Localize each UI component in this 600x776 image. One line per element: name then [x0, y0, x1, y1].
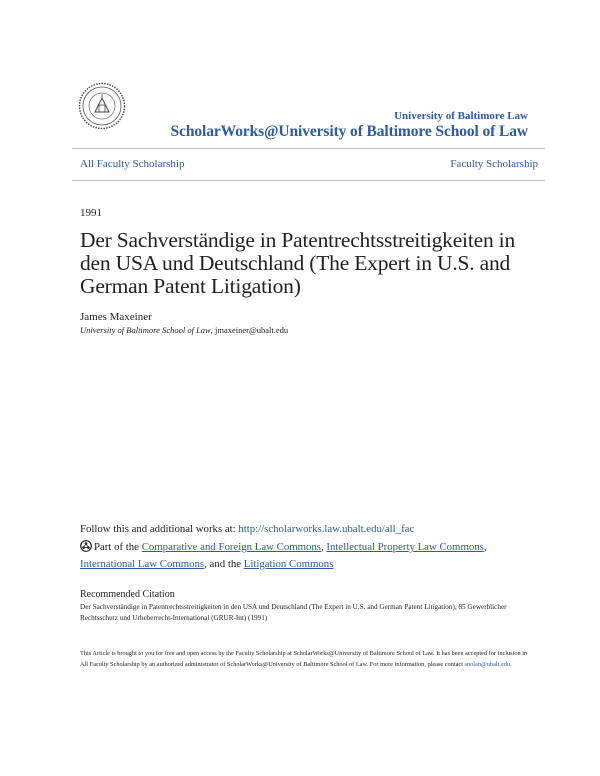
university-seal-icon [78, 82, 126, 130]
top-divider [72, 148, 545, 149]
part-of-prefix: Part of the [94, 541, 139, 553]
access-notice [80, 648, 530, 670]
commons-link-litigation[interactable]: Litigation Commons [243, 558, 334, 570]
network-icon [80, 540, 92, 557]
institution-header [171, 110, 528, 142]
author-affiliation: University of Baltimore School of Law, jmaxeiner@ubalt.edu [80, 325, 289, 335]
contact-email-link[interactable]: snolan@ubalt.edu [464, 661, 511, 668]
author-email: jmaxeiner@ubalt.edu [214, 325, 289, 335]
commons-link-comparative[interactable]: Comparative and Foreign Law Commons [141, 541, 322, 553]
separator: , [321, 541, 324, 553]
affiliation-text: University of Baltimore School of Law [80, 325, 211, 335]
nav-all-faculty-scholarship[interactable]: All Faculty Scholarship [80, 158, 185, 170]
commons-link-ip[interactable]: Intellectual Property Law Commons [326, 541, 484, 553]
nav-faculty-scholarship[interactable]: Faculty Scholarship [450, 158, 538, 170]
recommended-citation-heading: Recommended Citation [80, 589, 175, 600]
scholarworks-link[interactable]: ScholarWorks@University of Baltimore School of Law [170, 123, 528, 140]
notice-end: . [510, 661, 512, 668]
and-the: , and the [204, 558, 242, 570]
bottom-divider [72, 180, 545, 181]
follow-label: Follow this and additional works at: [80, 523, 236, 535]
publication-year: 1991 [80, 207, 102, 219]
separator: , [483, 541, 487, 553]
recommended-citation-text: Der Sachverständige in Patentrechtsstreitigkeiten in den USA und Deutschland (The Expert in U.S. and German Patent Litigation), 85 Gewerblicher Rechtsschutz und Urheberrecht-International (GRUR-Int) (1991) [80, 603, 507, 622]
collection-url-link[interactable]: http://scholarworks.law.ubalt.edu/all_fac [238, 523, 415, 535]
article-title: Der Sachverständige in Patentrechtsstreitigkeiten in den USA und Deutschland (The Expert in U.S. and German Patent Litigation) [80, 228, 515, 298]
access-notice-text: This Article is brought to you for free and open access by the Faculty Scholarship at ScholarWorks@University of Baltimore School of Law. It has been accepted for inclusion in All Faculty Scholarship by an authorized administrator of ScholarWorks@University of Baltimore School of Law. For more information, please contact [80, 650, 528, 668]
author-name: James Maxeiner [80, 311, 152, 323]
follow-line [80, 522, 414, 536]
university-law-link[interactable]: University of Baltimore Law [394, 110, 528, 122]
commons-link-international[interactable]: International Law Commons [80, 558, 205, 570]
part-of-commons [80, 540, 520, 572]
